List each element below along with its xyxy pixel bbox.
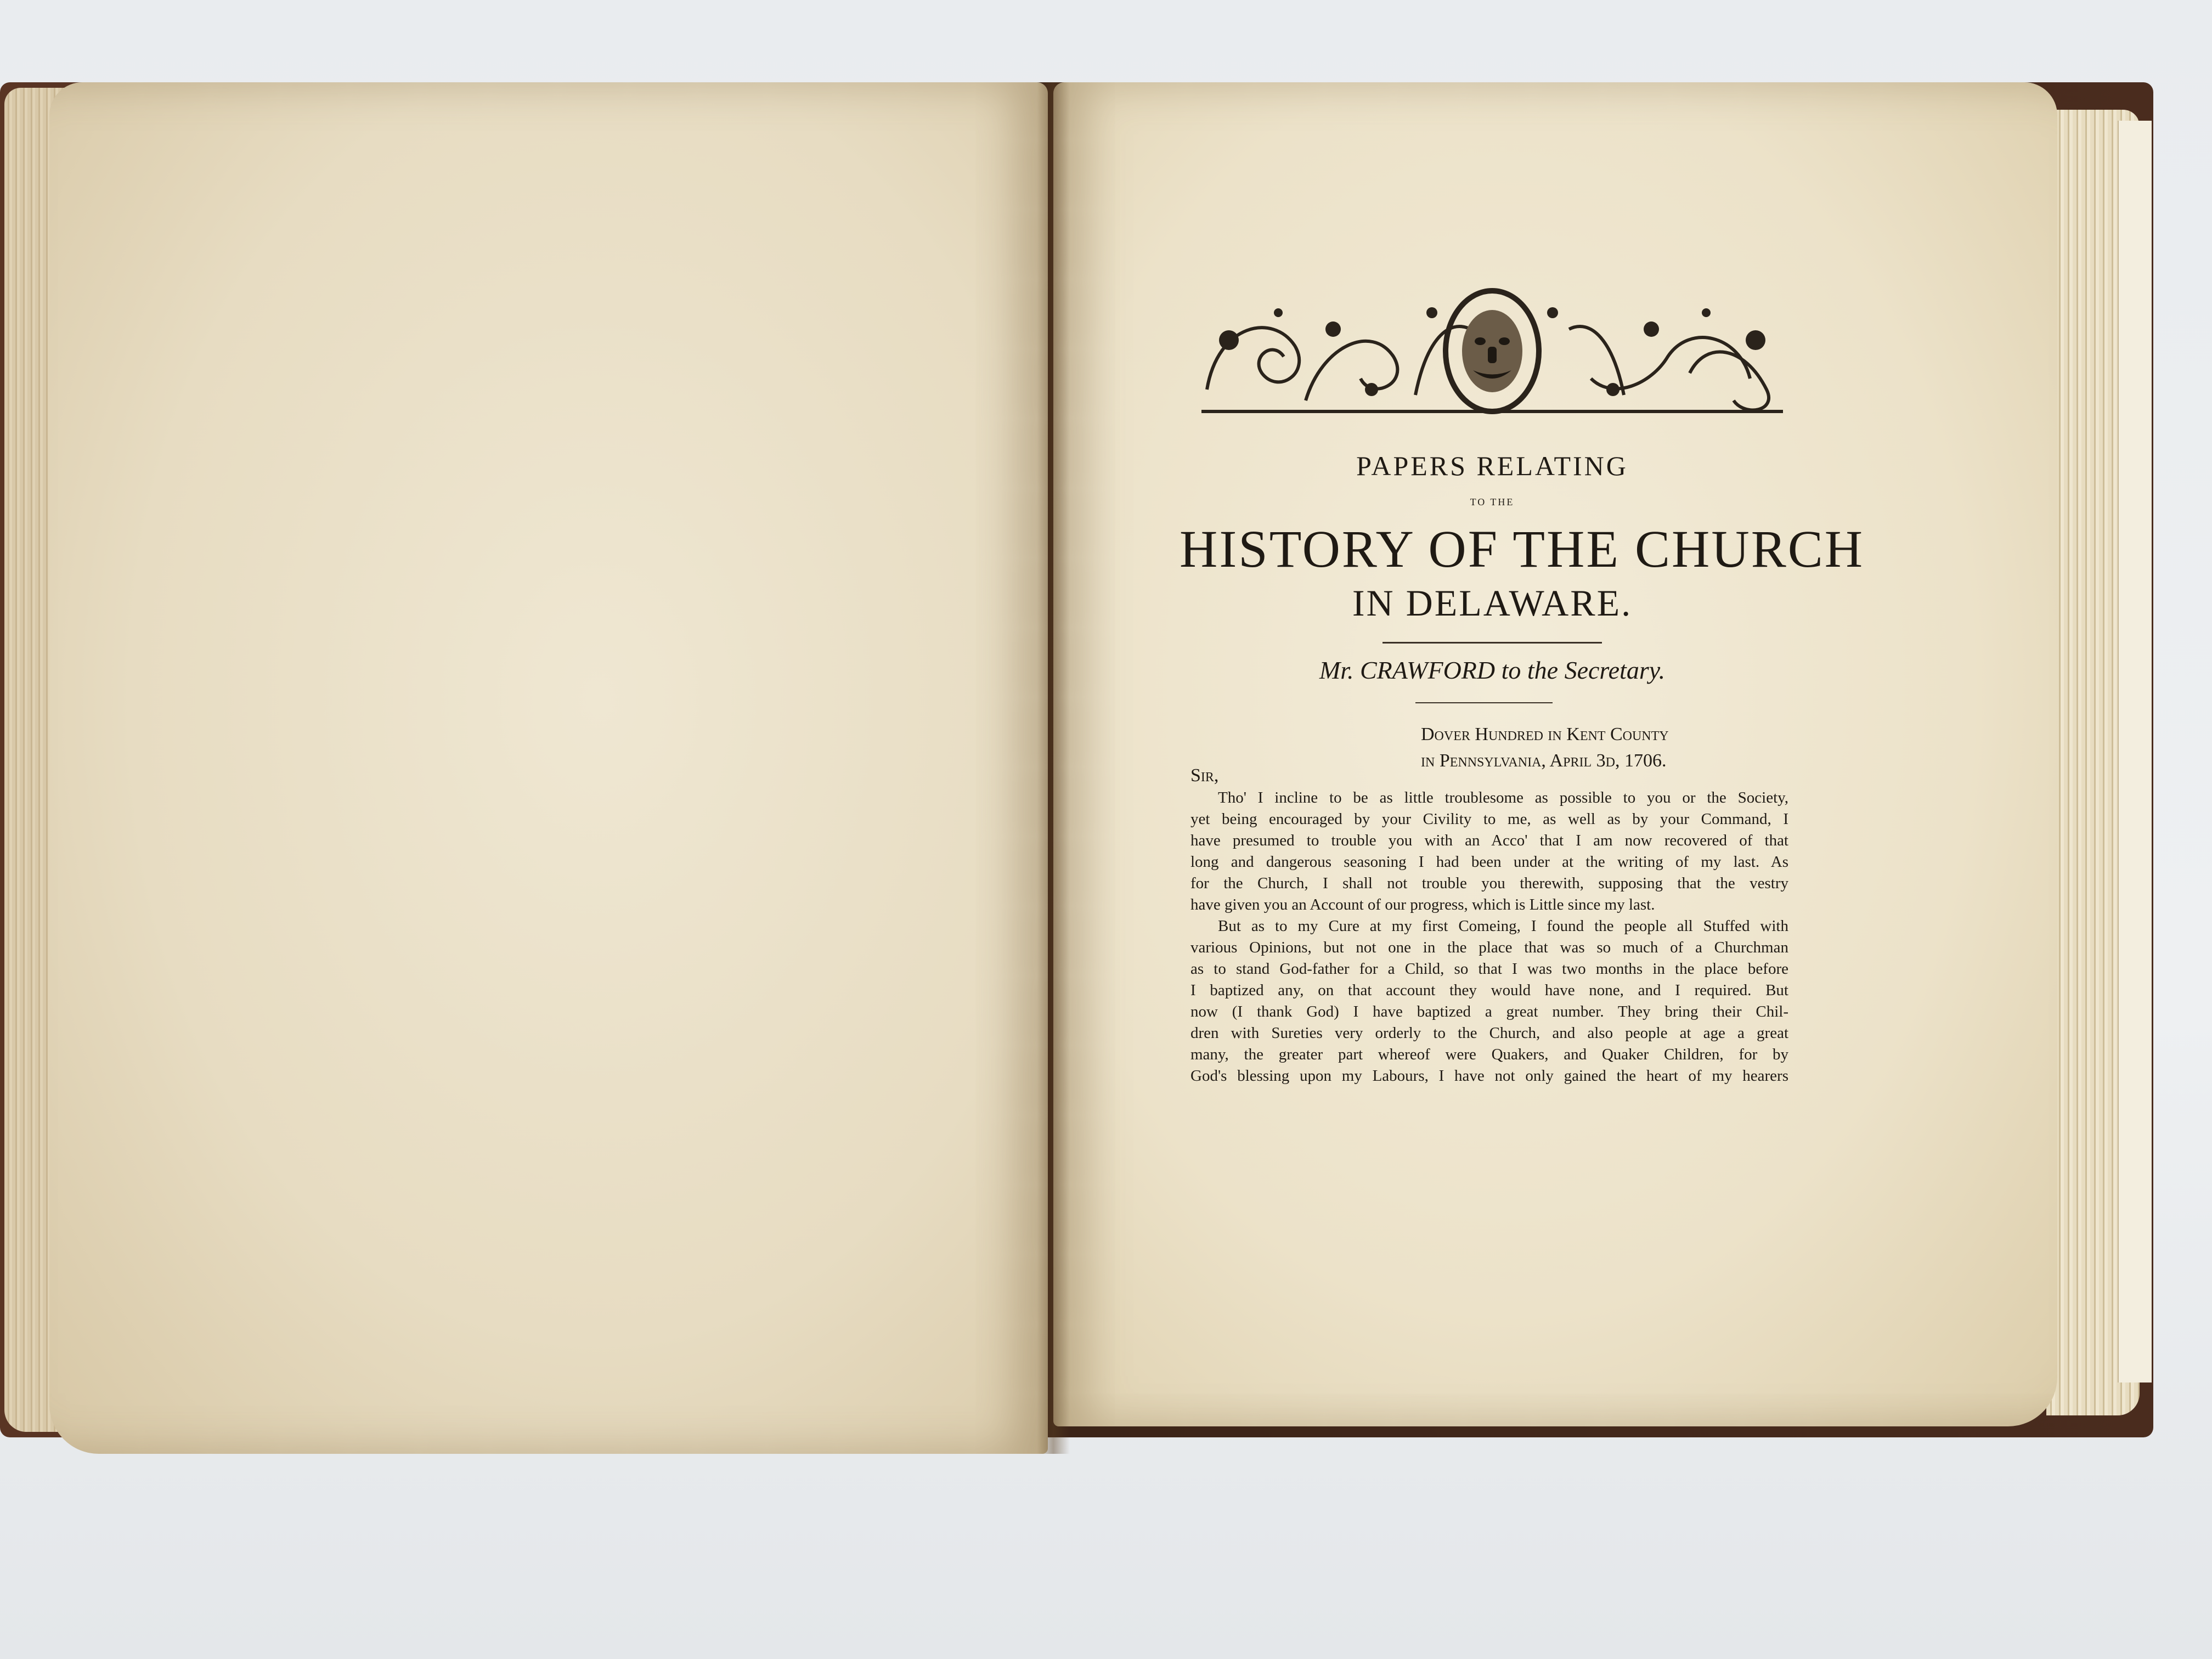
- body-line: for the Church, I shall not trouble you therewith, supposing that the vestry: [1190, 874, 1788, 892]
- body-line: many, the greater part whereof were Quakers, and Quaker Children, for by: [1190, 1046, 1788, 1063]
- letter-title-rule: [1415, 702, 1553, 703]
- place-line-2: in Pennsylvania, April 3d, 1706.: [1421, 751, 1667, 771]
- ornamental-headpiece: [1196, 280, 1788, 422]
- title-rule: [1383, 642, 1602, 644]
- place-line-1: Dover Hundred in Kent County: [1421, 724, 1669, 744]
- body-line: yet being encouraged by your Civility to me, as well as by your Command, I: [1190, 810, 1788, 828]
- body-line: have given you an Account of our progress, which is Little since my last.: [1190, 896, 1655, 913]
- letter-body: [1190, 787, 1788, 1087]
- body-line: various Opinions, but not one in the place that was so much of a Churchman: [1190, 939, 1788, 956]
- heading-to-the: TO THE: [1470, 496, 1515, 507]
- body-line: have presumed to trouble you with an Acco' that I am now recovered of that: [1190, 832, 1788, 849]
- body-line: long and dangerous seasoning I had been under at the writing of my last. As: [1190, 853, 1788, 871]
- heading-history: HISTORY OF THE CHURCH: [1180, 520, 1865, 578]
- body-line: God's blessing upon my Labours, I have not only gained the heart of my hearers: [1190, 1067, 1788, 1085]
- body-line: now (I thank God) I have baptized a great number. They bring their Chil-: [1190, 1003, 1788, 1020]
- heading-delaware: IN DELAWARE.: [1352, 582, 1633, 624]
- book-gutter: [1037, 82, 1070, 1454]
- body-line: as to stand God-father for a Child, so that I was two months in the place before: [1190, 960, 1788, 978]
- salutation: Sir,: [1190, 765, 1219, 786]
- letter-title: Mr. CRAWFORD to the Secretary.: [1319, 656, 1666, 684]
- blank-left-page: [49, 82, 1048, 1454]
- heading-papers-relating: PAPERS RELATING: [1356, 450, 1628, 481]
- body-line: Tho' I incline to be as little troublesome as possible to you or the Society,: [1218, 789, 1788, 806]
- body-line: dren with Sureties very orderly to the Church, and also people at age a great: [1190, 1024, 1788, 1042]
- inserted-sheet: [2118, 121, 2152, 1383]
- body-line: I baptized any, on that account they would have none, and I required. But: [1190, 981, 1788, 999]
- body-line: But as to my Cure at my first Comeing, I found the people all Stuffed with: [1218, 917, 1788, 935]
